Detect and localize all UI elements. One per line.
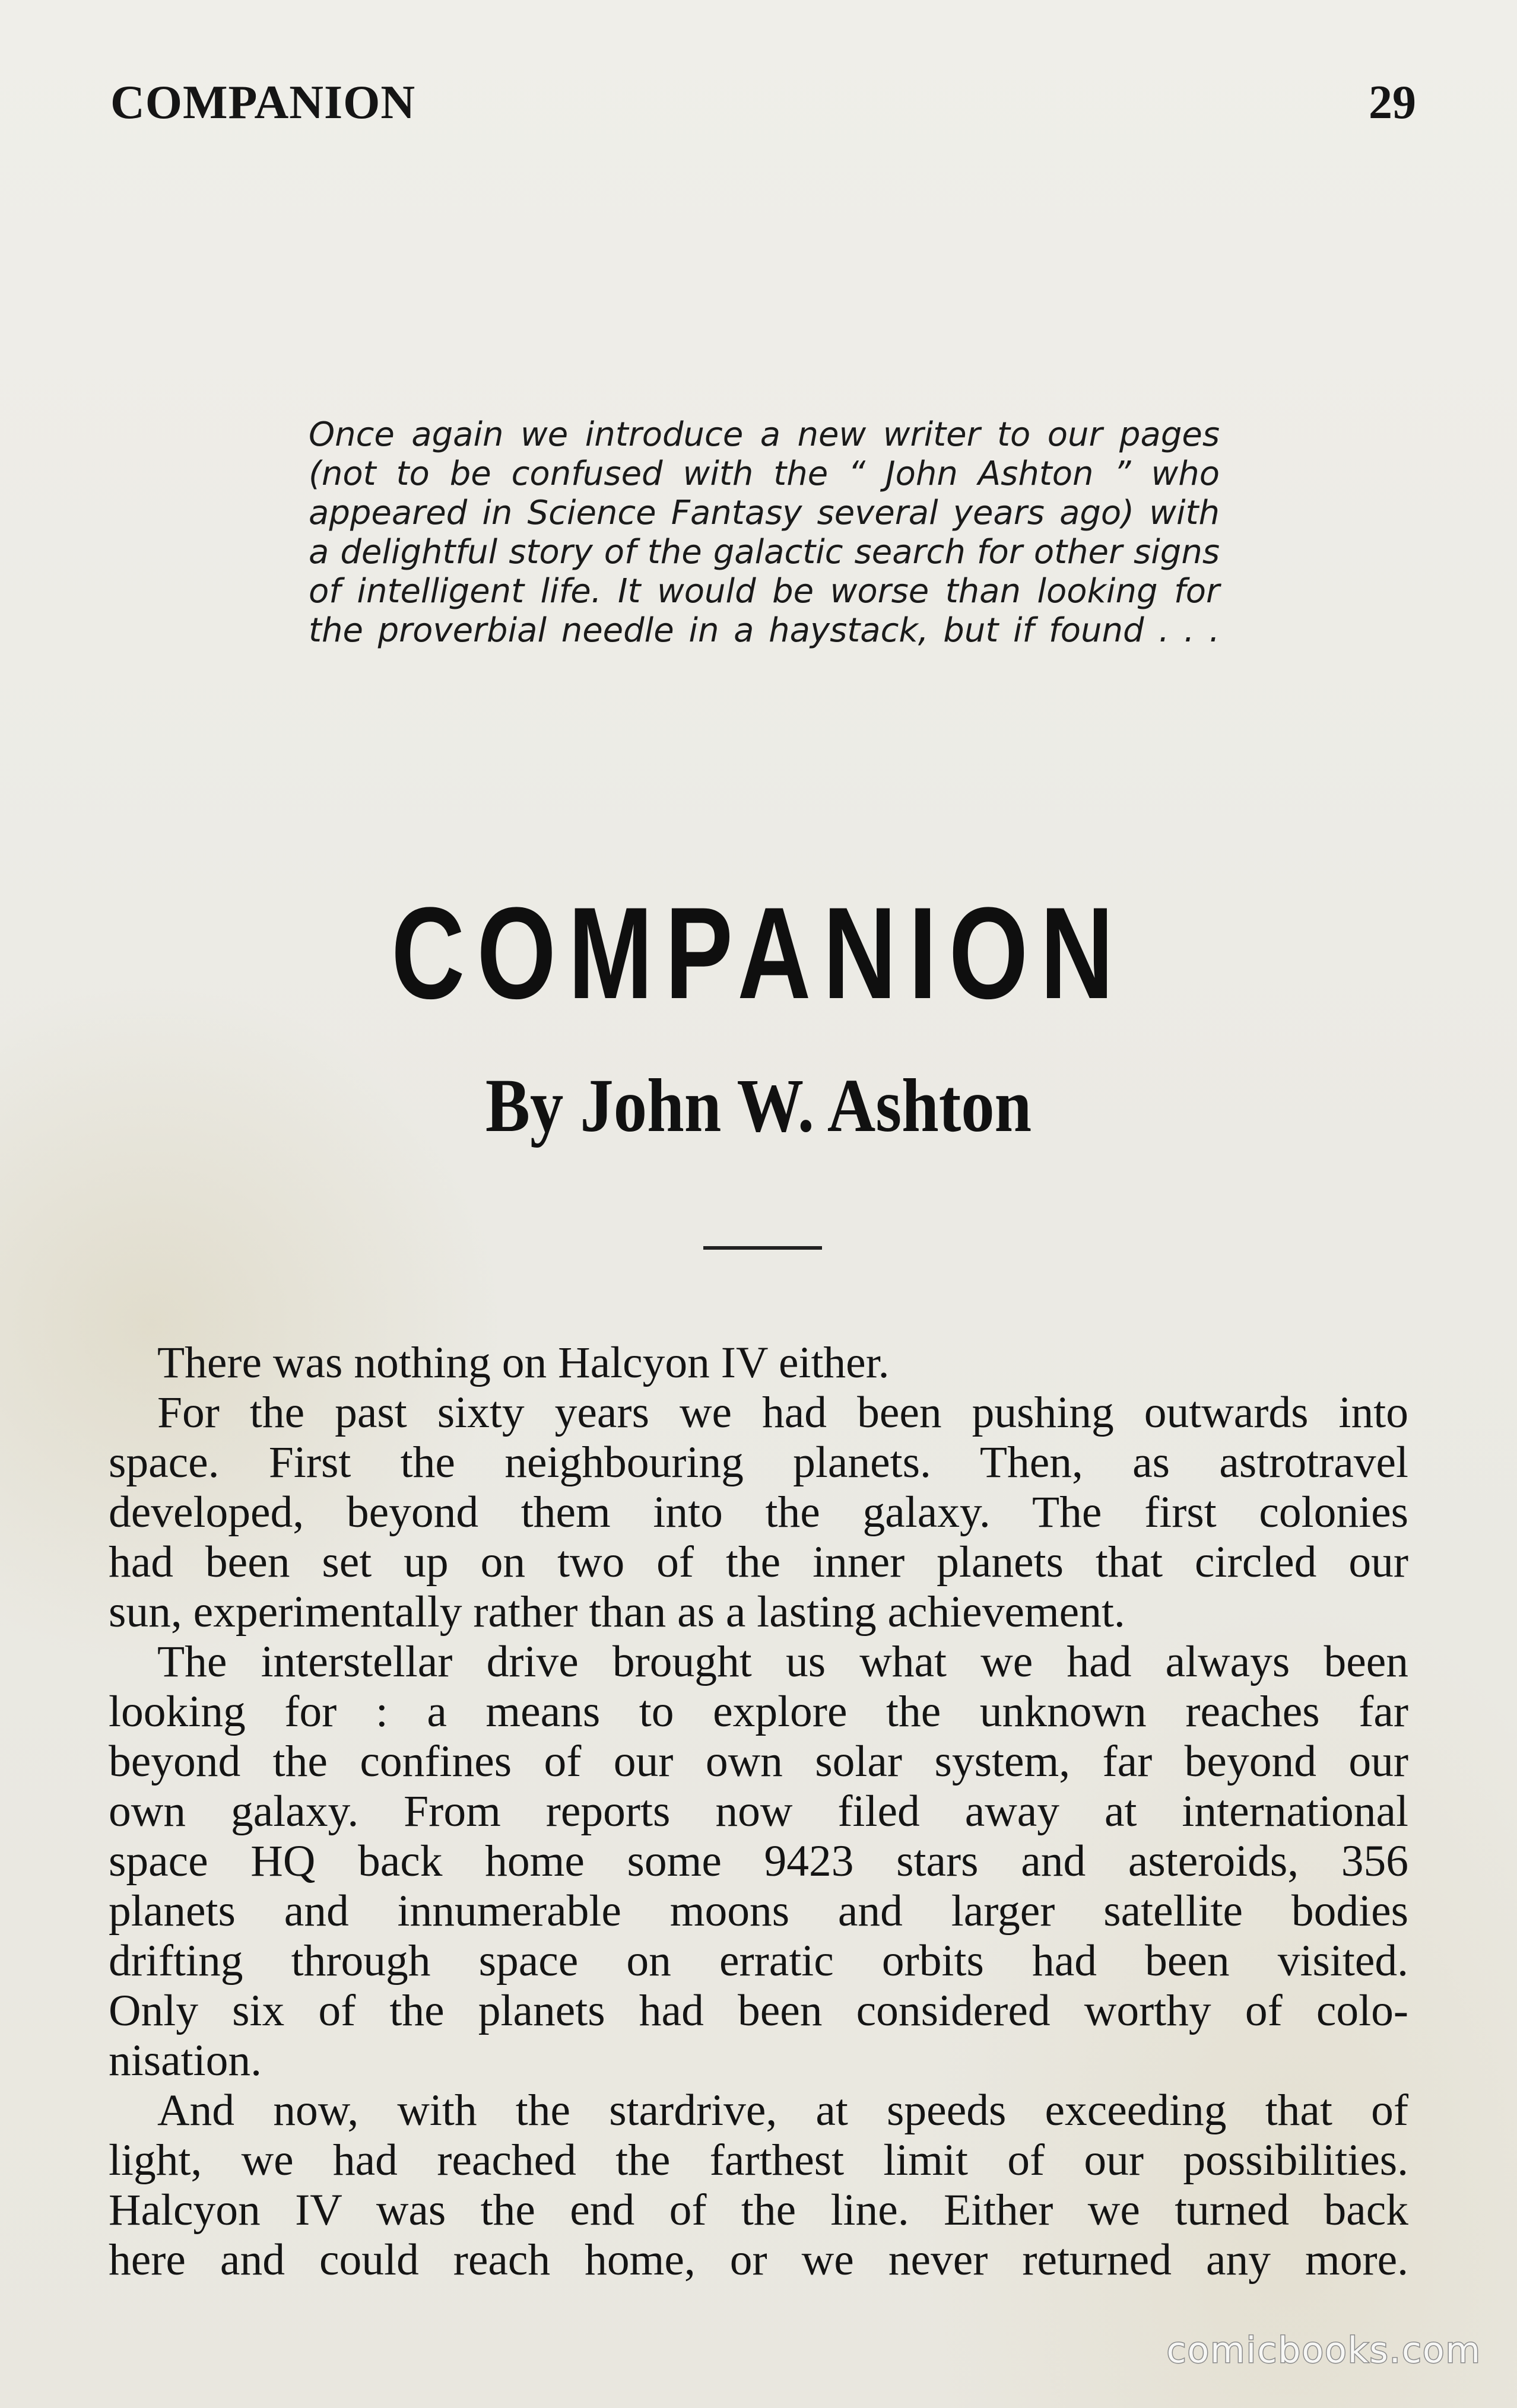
body-line: beyond the confines of our own solar system, far beyond our bbox=[109, 1737, 1408, 1786]
story-body bbox=[109, 1338, 1408, 2285]
body-line: sun, experimentally rather than as a lasting achievement. bbox=[109, 1587, 1125, 1637]
body-line: space. First the neighbouring planets. Then, as astrotravel bbox=[109, 1438, 1408, 1487]
running-title: COMPANION bbox=[110, 77, 416, 129]
body-line: Only six of the planets had been considered worthy of colo- bbox=[109, 1986, 1408, 2035]
body-line: nisation. bbox=[109, 2036, 262, 2085]
body-line: looking for : a means to explore the unknown reaches far bbox=[109, 1687, 1408, 1736]
body-line: had been set up on two of the inner planets that circled our bbox=[109, 1537, 1408, 1587]
story-title: COMPANION bbox=[391, 880, 1126, 1026]
page-number: 29 bbox=[1369, 77, 1416, 129]
site-watermark: comicbooks.com bbox=[1166, 2330, 1481, 2371]
body-line: light, we had reached the farthest limit of our possibilities. bbox=[109, 2136, 1408, 2185]
title-divider bbox=[703, 1246, 822, 1250]
body-line: The interstellar drive brought us what we had always been bbox=[157, 1637, 1408, 1686]
blurb-line: of intelligent life. It would be worse than looking for bbox=[309, 572, 1220, 611]
blurb-line: (not to be confused with the “ John Ashton ” who bbox=[309, 455, 1220, 493]
body-line: drifting through space on erratic orbits had been visited. bbox=[109, 1936, 1408, 1986]
blurb-line: a delightful story of the galactic search for other signs bbox=[309, 533, 1220, 571]
body-line: planets and innumerable moons and larger satellite bodies bbox=[109, 1886, 1408, 1936]
body-line: space HQ back home some 9423 stars and asteroids, 356 bbox=[109, 1837, 1408, 1886]
blurb-line: appeared in Science Fantasy several years ago) with bbox=[309, 494, 1220, 532]
body-line: Halcyon IV was the end of the line. Either we turned back bbox=[109, 2185, 1408, 2235]
body-line: For the past sixty years we had been pushing outwards into bbox=[157, 1388, 1408, 1437]
body-line: There was nothing on Halcyon IV either. bbox=[157, 1338, 890, 1387]
story-byline: By John W. Ashton bbox=[485, 1063, 1032, 1148]
body-line: developed, beyond them into the galaxy. The first colonies bbox=[109, 1488, 1408, 1537]
blurb-line: Once again we introduce a new writer to our pages bbox=[309, 415, 1220, 454]
running-header bbox=[110, 76, 1416, 135]
body-line: own galaxy. From reports now filed away at international bbox=[109, 1787, 1408, 1836]
body-line: And now, with the stardrive, at speeds exceeding that of bbox=[157, 2086, 1408, 2135]
body-line: here and could reach home, or we never returned any more. bbox=[109, 2235, 1408, 2285]
blurb-line: the proverbial needle in a haystack, but if found . . . bbox=[309, 611, 1220, 650]
editorial-blurb bbox=[309, 415, 1220, 650]
